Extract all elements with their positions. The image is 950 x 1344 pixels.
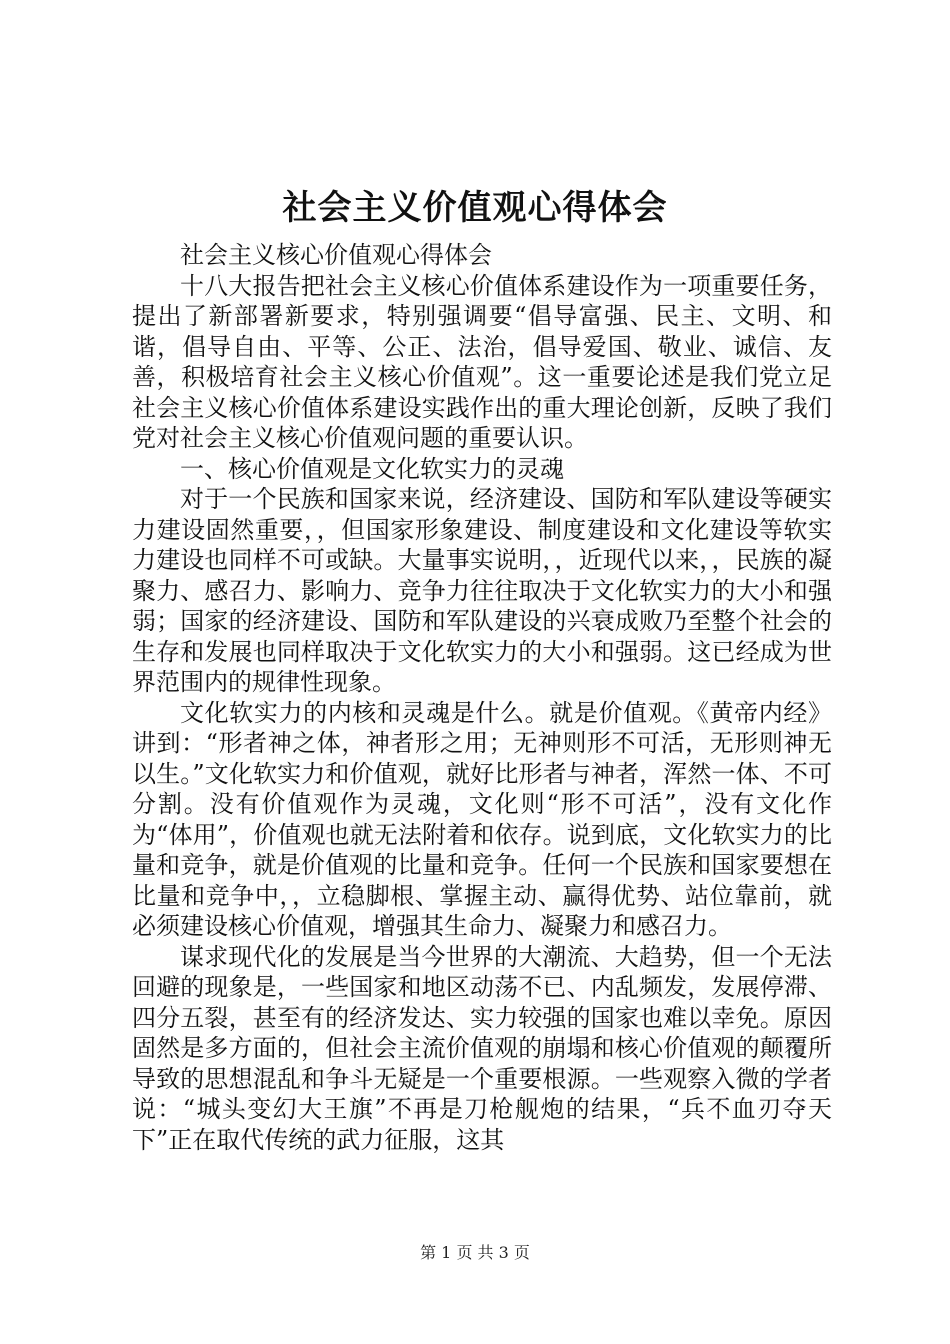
- page-footer: 第 1 页 共 3 页: [420, 1243, 530, 1262]
- body-paragraph: 谋求现代化的发展是当今世界的大潮流、大趋势，但一个无法回避的现象是，一些国家和地区动荡不已、内乱频发，发展停滞、四分五裂，甚至有的经济发达、实力较强的国家也难以幸免。原因固然是多方面的，但社会主流价值观的崩塌和核心价值观的颠覆所导致的思想混乱和争斗无疑是一个重要根源。一些观察入微的学者说：“城头变幻大王旗”不再是刀枪舰炮的结果，“兵不血刃夺天下”正在取代传统的武力征服，这其: [132, 942, 832, 1154]
- section-heading: 一、核心价值观是文化软实力的灵魂: [180, 454, 564, 483]
- document-body: [132, 240, 832, 1155]
- document-title: 社会主义价值观心得体会: [282, 188, 668, 228]
- body-paragraph: 对于一个民族和国家来说，经济建设、国防和军队建设等硬实力建设固然重要，，但国家形象建设、制度建设和文化建设等软实力建设也同样不可或缺。大量事实说明，，近现代以来，，民族的凝聚力、感召力、影响力、竞争力往往取决于文化软实力的大小和强弱；国家的经济建设、国防和军队建设的兴衰成败乃至整个社会的生存和发展也同样取决于文化软实力的大小和强弱。这已经成为世界范围内的规律性现象。: [132, 485, 832, 696]
- subtitle-paragraph: 社会主义核心价值观心得体会: [180, 241, 492, 269]
- body-paragraph: 文化软实力的内核和灵魂是什么。就是价值观。《黄帝内经》讲到：“形者神之体，神者形之用；无神则形不可活，无形则神无以生。”文化软实力和价值观，就好比形者与神者，浑然一体、不可分割。没有价值观作为灵魂，文化则“形不可活”，没有文化作为“体用”，价值观也就无法附着和依存。说到底，文化软实力的比量和竞争，就是价值观的比量和竞争。任何一个民族和国家要想在比量和竞争中，，立稳脚根、掌握主动、赢得优势、站位靠前，就必须建设核心价值观，增强其生命力、凝聚力和感召力。: [132, 698, 832, 940]
- body-paragraph: 十八大报告把社会主义核心价值体系建设作为一项重要任务，提出了新部署新要求，特别强调要“倡导富强、民主、文明、和谐，倡导自由、平等、公正、法治，倡导爱国、敬业、诚信、友善，积极培育社会主义核心价值观”。这一重要论述是我们党立足社会主义核心价值体系建设实践作出的重大理论创新，反映了我们党对社会主义核心价值观问题的重要认识。: [132, 271, 832, 452]
